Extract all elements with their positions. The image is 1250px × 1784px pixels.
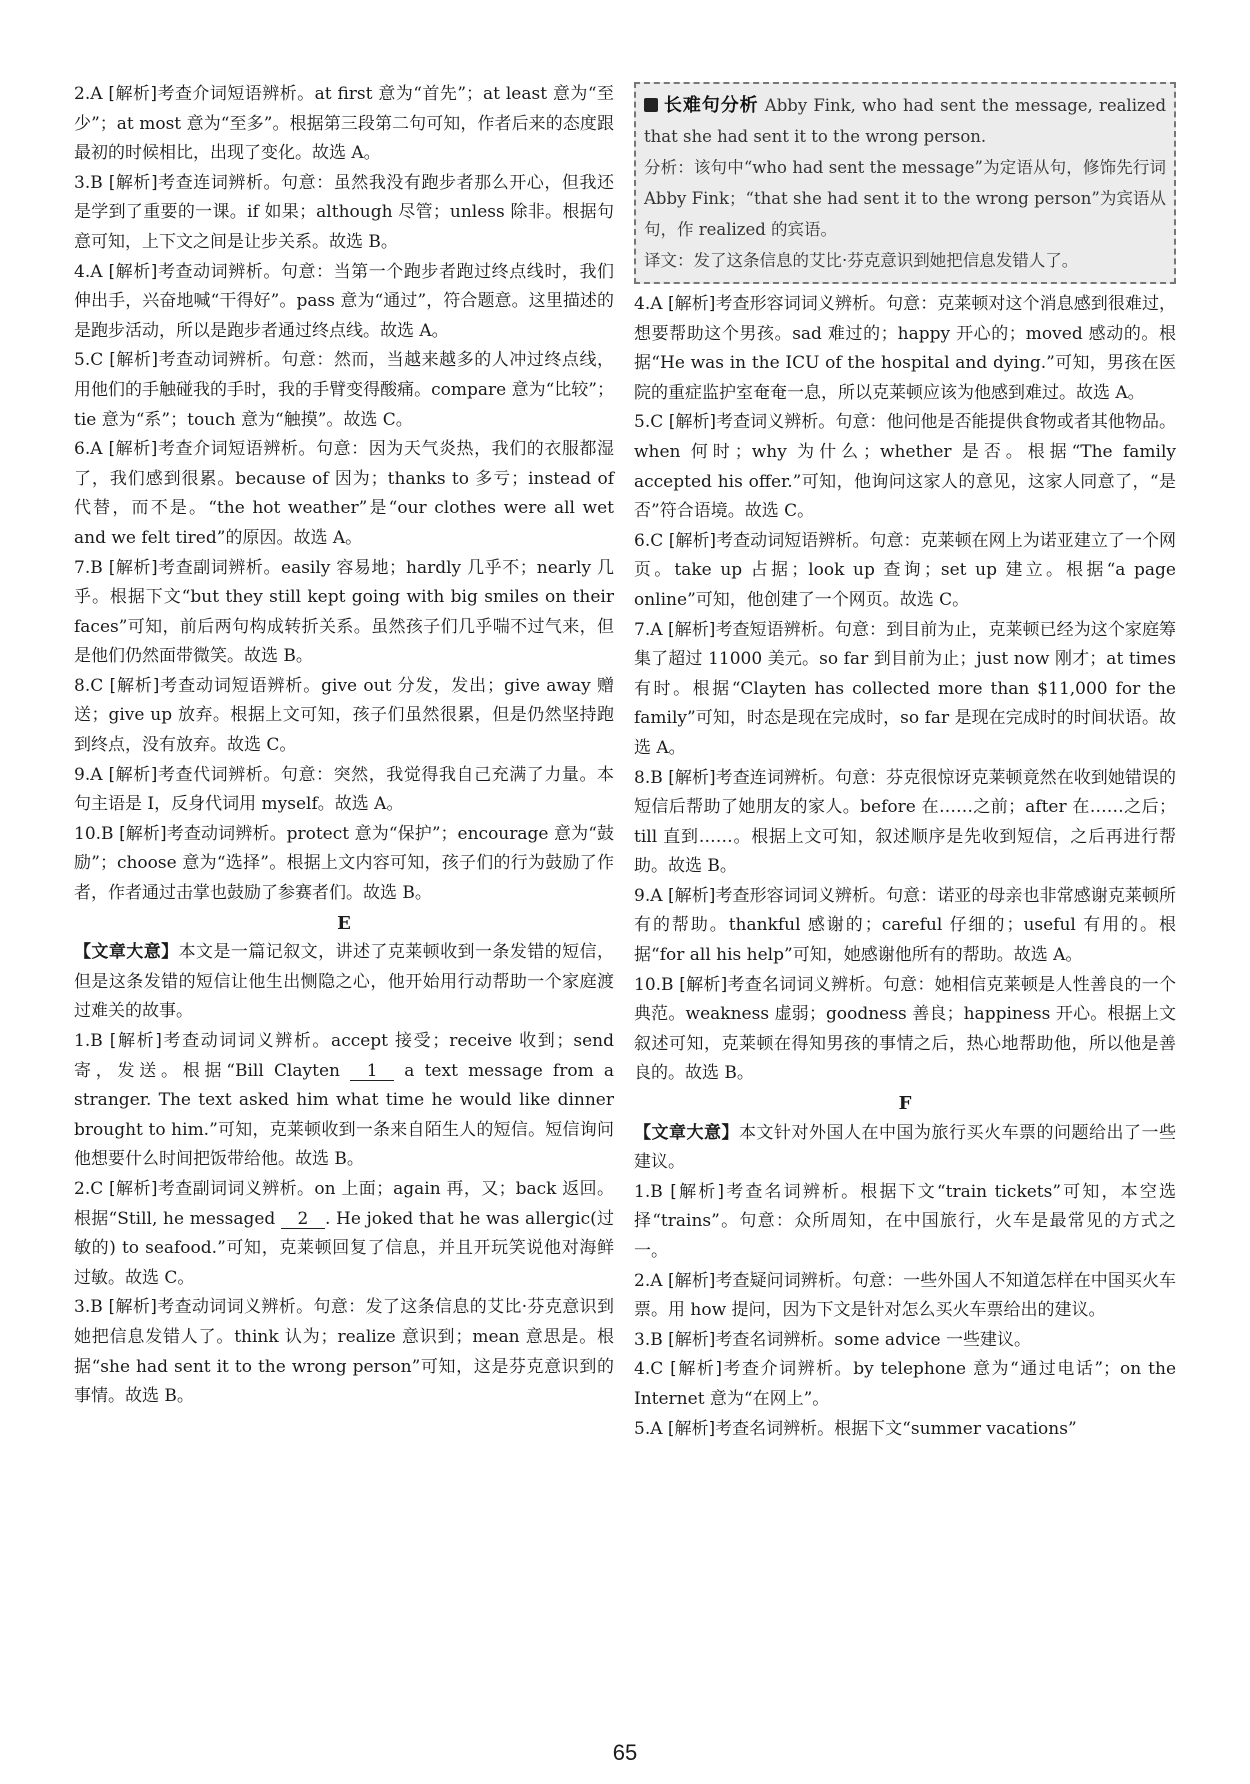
left-column (74, 80, 614, 1412)
section-f-summary: 【文章大意】本文针对外国人在中国为旅行买火车票的问题给出了一些建议。 (634, 1122, 1176, 1173)
answer-item-right-7: 7.A [解析]考查短语辨析。句意：到目前为止，克莱顿已经为这个家庭筹集了超过 11000 美元。so far 到目前为止；just now 刚才；at times 有时。根据“Clayten has collected more than $11,000 for the family”可知，时态是现在完成时，so far 是现在完成时的时间状语。故选 A。 (634, 619, 1177, 758)
box-analysis: 分析：该句中“who had sent the message”为定语从句，修饰先行词 Abby Fink；“that she had sent it to the wrong person”为宾语从句，作 realized 的宾语。 (644, 158, 1166, 239)
answer-item-right-4: 4.A [解析]考查形容词词义辨析。句意：克莱顿对这个消息感到很难过，想要帮助这个男孩。sad 难过的；happy 开心的；moved 感动的。根据“He was in the ICU of the hospital and dying.”可知，男孩在医院的重症监护室奄奄一息，所以克莱顿应该为他感到难过。故选 A。 (634, 294, 1177, 403)
box-title: 长难句分析 (663, 95, 759, 116)
page-number: 65 (612, 1740, 638, 1765)
section-e-summary: 【文章大意】本文是一篇记叙文，讲述了克莱顿收到一条发错的短信，但是这条发错的短信让他生出恻隐之心，他开始用行动帮助一个家庭渡过难关的故事。 (74, 942, 615, 1022)
analysis-icon (644, 98, 658, 112)
answer-item-right-8: 8.B [解析]考查连词辨析。句意：芬克很惊讶克莱顿竟然在收到她错误的短信后帮助了她朋友的家人。before 在……之前；after 在……之后；till 直到……。根据上文可知，叙述顺序是先收到短信，之后再进行帮助。故选 B。 (634, 767, 1177, 877)
answer-blank: 2 (281, 1210, 325, 1229)
answer-item-f-5: 5.A [解析]考查名词辨析。根据下文“summer vacations” (634, 1418, 1077, 1439)
answer-item-e-1: 1.B [解析]考查动词词义辨析。accept 接受；receive 收到；send 寄，发送。根据“Bill Clayten 1 a text message from a stranger. The text asked him what time he would like dinner brought to him.”可知，克莱顿收到一条来自陌生人的短信。短信询问他想要什么时间把饭带给他。故选 B。 (74, 1031, 615, 1170)
right-column (634, 80, 1176, 1444)
answer-item-left-8: 8.C [解析]考查动词短语辨析。give out 分发，发出；give away 赠送；give up 放弃。根据上文可知，孩子们虽然很累，但是仍然坚持跑到终点，没有放弃。故选 C。 (74, 675, 615, 756)
answer-item-f-3: 3.B [解析]考查名词辨析。some advice 一些建议。 (634, 1329, 1031, 1350)
answer-item-e-2: 2.C [解析]考查副词词义辨析。on 上面；again 再，又；back 返回。根据“Still, he messaged 2 . He joked that he was allergic(过敏的) to seafood.”可知，克莱顿回复了信息，并且开玩笑说他对海鲜过敏。故选 C。 (74, 1178, 615, 1288)
box-sentence: Abby Fink, who had sent the message, realized that she had sent it to the wrong person. (644, 96, 1167, 146)
answer-item-left-6: 6.A [解析]考查介词短语辨析。句意：因为天气炎热，我们的衣服都湿了，我们感到很累。because of 因为；thanks to 多亏；instead of 代替，而不是。“the hot weather”是“our clothes were all wet and we felt tired”的原因。故选 A。 (74, 439, 615, 548)
section-heading-f: F (898, 1093, 912, 1115)
answer-item-right-6: 6.C [解析]考查动词短语辨析。句意：克莱顿在网上为诺亚建立了一个网页。take up 占据；look up 查询；set up 建立。根据“a page online”可知，他创建了一个网页。故选 C。 (634, 530, 1177, 610)
answer-item-left-5: 5.C [解析]考查动词辨析。句意：然而，当越来越多的人冲过终点线，用他们的手触碰我的手时，我的手臂变得酸痛。compare 意为“比较”；tie 意为“系”；touch 意为“触摸”。故选 C。 (74, 350, 615, 430)
answer-item-left-3: 3.B [解析]考查连词辨析。句意：虽然我没有跑步者那么开心，但我还是学到了重要的一课。if 如果；although 尽管；unless 除非。根据句意可知，上下文之间是让步关系。故选 B。 (74, 172, 615, 252)
section-heading-e: E (337, 912, 351, 934)
answer-item-f-2: 2.A [解析]考查疑问词辨析。句意：一些外国人不知道怎样在中国买火车票。用 how 提问，因为下文是针对怎么买火车票给出的建议。 (634, 1270, 1177, 1321)
answer-item-right-10: 10.B [解析]考查名词词义辨析。句意：她相信克莱顿是人性善良的一个典范。weakness 虚弱；goodness 善良；happiness 开心。根据上文叙述可知，克莱顿在得知男孩的事情之后，热心地帮助他，所以他是善良的。故选 B。 (634, 974, 1177, 1084)
answer-blank: 1 (350, 1062, 394, 1081)
answer-item-e-3: 3.B [解析]考查动词词义辨析。句意：发了这条信息的艾比·芬克意识到她把信息发错人了。think 认为；realize 意识到；mean 意思是。根据“she had sent it to the wrong person”可知，这是芬克意识到的事情。故选 B。 (74, 1297, 615, 1407)
long-sentence-analysis-box (634, 82, 1176, 284)
answer-item-left-2: 2.A [解析]考查介词短语辨析。at first 意为“首先”；at least 意为“至少”；at most 意为“至多”。根据第三段第二句可知，作者后来的态度跟最初的时候相比，出现了变化。故选 A。 (74, 84, 615, 164)
answer-item-left-10: 10.B [解析]考查动词辨析。protect 意为“保护”；encourage 意为“鼓励”；choose 意为“选择”。根据上文内容可知，孩子们的行为鼓励了作者，作者通过击掌也鼓励了参赛者们。故选 B。 (74, 823, 615, 904)
answer-item-f-4: 4.C [解析]考查介词辨析。by telephone 意为“通过电话”；on the Internet 意为“在网上”。 (634, 1359, 1177, 1409)
answer-item-left-9: 9.A [解析]考查代词辨析。句意：突然，我觉得我自己充满了力量。本句主语是 I，反身代词用 myself。故选 A。 (74, 764, 615, 815)
box-translation: 译文：发了这条信息的艾比·芬克意识到她把信息发错人了。 (644, 251, 1079, 270)
answer-item-f-1: 1.B [解析]考查名词辨析。根据下文“train tickets”可知，本空选择“trains”。句意：众所周知，在中国旅行，火车是最常见的方式之一。 (634, 1181, 1176, 1261)
answer-item-left-4: 4.A [解析]考查动词辨析。句意：当第一个跑步者跑过终点线时，我们伸出手，兴奋地喊“干得好”。pass 意为“通过”，符合题意。这里描述的是跑步活动，所以是跑步者通过终点线。故选 A。 (74, 261, 615, 341)
answer-item-right-9: 9.A [解析]考查形容词词义辨析。句意：诺亚的母亲也非常感谢克莱顿所有的帮助。thankful 感谢的；careful 仔细的；useful 有用的。根据“for all his help”可知，她感谢他所有的帮助。故选 A。 (634, 885, 1177, 966)
box-first-line (644, 90, 1166, 152)
answer-item-left-7: 7.B [解析]考查副词辨析。easily 容易地；hardly 几乎不；nearly 几乎。根据下文“but they still kept going with big smiles on their faces”可知，前后两句构成转折关系。虽然孩子们几乎喘不过气来，但是他们仍然面带微笑。故选 B。 (74, 557, 615, 667)
answer-item-right-5: 5.C [解析]考查词义辨析。句意：他问他是否能提供食物或者其他物品。when 何时；why 为什么；whether 是否。根据“The family accepted his offer.”可知，他询问这家人的意见，这家人同意了，“是否”符合语境。故选 C。 (634, 412, 1177, 522)
